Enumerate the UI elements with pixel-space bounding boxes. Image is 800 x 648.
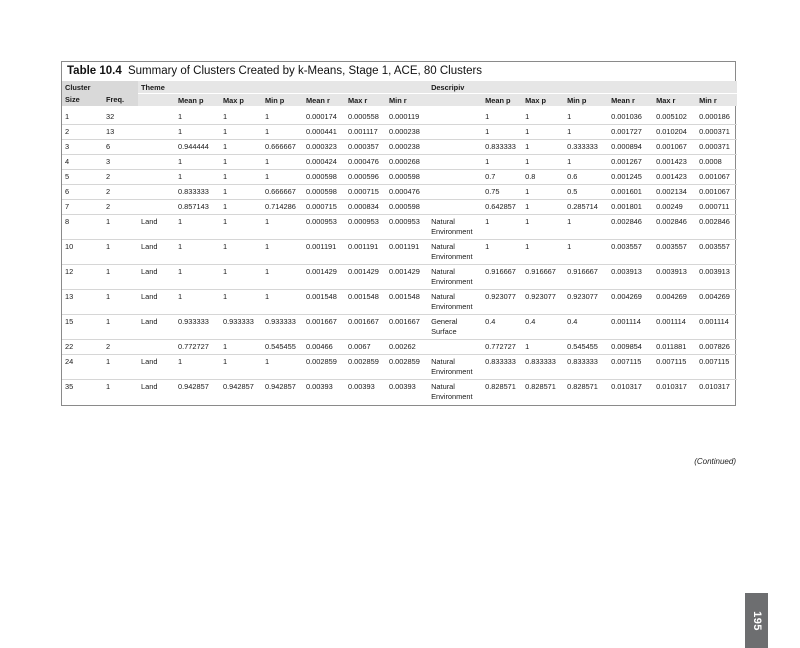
table-cell <box>428 200 482 215</box>
table-cell: 0.007115 <box>656 357 687 366</box>
table-cell: 1 <box>485 217 490 226</box>
table-cell: 1 <box>265 242 270 251</box>
table-cell: 1 <box>223 292 228 301</box>
table-cell: 0.545455 <box>567 342 598 351</box>
table-cell: 13 <box>65 292 74 301</box>
table-cell: 0.000424 <box>306 157 337 166</box>
table-cell: 1 <box>525 142 530 151</box>
table-cell: 1 <box>223 187 228 196</box>
table-cell <box>428 140 482 155</box>
table-cell: Natural Environment <box>431 267 473 286</box>
table-row <box>62 315 737 340</box>
table-cell: 0.001067 <box>699 172 730 181</box>
table-cell: 0.000371 <box>699 127 730 136</box>
table-cell: 1 <box>567 112 572 121</box>
subheader-cell: Min p <box>564 94 608 107</box>
table-row <box>62 215 737 240</box>
table-cell: 0.942857 <box>178 382 209 391</box>
table-cell: 0.000953 <box>306 217 337 226</box>
table-cell: 0.001245 <box>611 172 642 181</box>
table-cell: General Surface <box>431 317 458 336</box>
table-cell: 0.000441 <box>306 127 337 136</box>
table-cell: 0.000598 <box>306 187 337 196</box>
summary-table-container <box>61 61 736 406</box>
table-header <box>62 81 737 106</box>
table-cell: 1 <box>265 157 270 166</box>
subheader-cell: Freq. <box>103 94 138 107</box>
table-cell: 1 <box>525 187 530 196</box>
header-cluster: Cluster <box>62 81 103 94</box>
table-cell: 0.000238 <box>389 142 420 151</box>
table-cell: 0.000711 <box>699 202 730 211</box>
table-cell: 0.923077 <box>525 292 556 301</box>
table-cell: 0.933333 <box>223 317 254 326</box>
table-cell: 0.004269 <box>699 292 730 301</box>
table-cell: 0.002859 <box>306 357 337 366</box>
table-cell: 0.003557 <box>611 242 642 251</box>
table-cell: 0.933333 <box>265 317 296 326</box>
table-cell: 0.6 <box>567 172 578 181</box>
table-cell: 0.002859 <box>348 357 379 366</box>
table-cell: Natural Environment <box>431 382 473 401</box>
table-cell <box>138 170 175 185</box>
table-cell <box>138 200 175 215</box>
table-cell: 0.001117 <box>348 127 378 136</box>
table-cell: 0.944444 <box>178 142 209 151</box>
table-cell: 1 <box>223 172 228 181</box>
table-cell: 1 <box>106 292 111 301</box>
table-cell: 0.001036 <box>611 112 642 121</box>
subheader-cell: Size <box>62 94 103 107</box>
table-cell: 0.001667 <box>348 317 379 326</box>
table-cell: 1 <box>223 342 228 351</box>
table-cell: 1 <box>178 267 183 276</box>
table-row <box>62 155 737 170</box>
table-cell: 0.00393 <box>306 382 333 391</box>
table-cell: 0.000953 <box>389 217 420 226</box>
table-cell: 0.4 <box>525 317 536 326</box>
table-cell: 0.002846 <box>611 217 642 226</box>
table-row <box>62 170 737 185</box>
table-row <box>62 185 737 200</box>
table-cell: 0.001801 <box>611 202 642 211</box>
table-cell: 0.002846 <box>699 217 730 226</box>
table-cell: Land <box>141 217 158 226</box>
table-cell: 0.010317 <box>656 382 687 391</box>
table-cell: 0.0067 <box>348 342 371 351</box>
table-cell: 2 <box>106 342 111 351</box>
table-cell: 0.001191 <box>306 242 337 251</box>
table-cell: 0.004269 <box>611 292 642 301</box>
table-cell: 0.007826 <box>699 342 730 351</box>
table-cell: 1 <box>525 202 530 211</box>
table-cell: 0.333333 <box>567 142 598 151</box>
table-cell: 0.4 <box>567 317 578 326</box>
table-cell: 0.010204 <box>656 127 687 136</box>
table-cell: 1 <box>106 357 111 366</box>
table-cell: 2 <box>106 187 111 196</box>
table-cell: 0.714286 <box>265 202 296 211</box>
table-cell: 0.0008 <box>699 157 722 166</box>
subheader-cell: Min p <box>262 94 303 107</box>
table-cell: 2 <box>106 202 111 211</box>
header-descriptive: Descripiv <box>428 81 737 94</box>
table-cell: 1 <box>106 242 111 251</box>
table-cell <box>428 125 482 140</box>
table-cell: 0.75 <box>485 187 500 196</box>
table-cell: 1 <box>223 112 228 121</box>
clusters-table <box>62 81 737 405</box>
table-cell: 0.7 <box>485 172 496 181</box>
table-cell: 0.000715 <box>348 187 379 196</box>
table-cell: 0.002859 <box>389 357 420 366</box>
table-cell: 1 <box>265 267 270 276</box>
table-cell <box>138 140 175 155</box>
table-cell: 0.000186 <box>699 112 730 121</box>
table-cell: 6 <box>65 187 70 196</box>
table-cell: 1 <box>485 127 490 136</box>
subheader-cell: Min r <box>696 94 737 107</box>
table-cell: 0.833333 <box>485 142 516 151</box>
table-cell: 0.001114 <box>611 317 641 326</box>
table-cell: 0.001191 <box>348 242 379 251</box>
table-cell: 1 <box>178 357 183 366</box>
table-cell: 0.002846 <box>656 217 687 226</box>
table-cell: 0.000598 <box>306 172 337 181</box>
table-cell: 1 <box>525 242 530 251</box>
table-cell: 1 <box>178 217 183 226</box>
table-cell: Land <box>141 267 158 276</box>
table-cell: 0.001548 <box>389 292 420 301</box>
table-row <box>62 290 737 315</box>
continued-note: (Continued) <box>694 457 736 466</box>
table-cell: 1 <box>178 127 183 136</box>
page-number: 195 <box>750 610 763 631</box>
table-cell: 1 <box>525 112 530 121</box>
table-cell: 1 <box>106 267 111 276</box>
table-cell: 0.923077 <box>485 292 516 301</box>
subheader-cell: Mean p <box>175 94 220 107</box>
table-cell: 2 <box>65 127 70 136</box>
table-cell: 0.000596 <box>348 172 379 181</box>
table-cell: 0.003913 <box>656 267 687 276</box>
table-cell: 0.001191 <box>389 242 420 251</box>
table-title <box>62 62 735 81</box>
table-cell: 15 <box>65 317 74 326</box>
table-cell <box>428 185 482 200</box>
table-cell: 1 <box>265 292 270 301</box>
table-cell: 1 <box>223 127 228 136</box>
table-cell: 0.000558 <box>348 112 379 121</box>
table-cell: 2 <box>106 172 111 181</box>
table-cell: 1 <box>265 112 270 121</box>
table-row <box>62 380 737 406</box>
table-cell: Land <box>141 357 158 366</box>
table-cell: 0.772727 <box>178 342 209 351</box>
table-cell: 0.666667 <box>265 187 296 196</box>
table-cell: 1 <box>178 157 183 166</box>
table-cell: 0.5 <box>567 187 578 196</box>
table-cell: 1 <box>223 267 228 276</box>
table-cell: 6 <box>106 142 111 151</box>
table-cell: 1 <box>223 142 228 151</box>
table-cell: 0.000323 <box>306 142 337 151</box>
table-cell: 0.010317 <box>699 382 730 391</box>
table-cell: 0.000476 <box>389 187 420 196</box>
table-cell: 0.666667 <box>265 142 296 151</box>
table-cell: Land <box>141 382 158 391</box>
table-cell: 1 <box>178 242 183 251</box>
table-cell: 0.00249 <box>656 202 683 211</box>
table-cell: 0.828571 <box>525 382 556 391</box>
table-cell: 1 <box>106 382 111 391</box>
table-cell: 0.003913 <box>699 267 730 276</box>
table-cell: 0.916667 <box>485 267 516 276</box>
page-number-tab <box>745 593 768 648</box>
table-cell: 22 <box>65 342 74 351</box>
table-row <box>62 140 737 155</box>
table-cell: 1 <box>178 172 183 181</box>
table-cell: Land <box>141 292 158 301</box>
table-cell: Natural Environment <box>431 292 473 311</box>
table-cell <box>138 185 175 200</box>
table-cell: 35 <box>65 382 74 391</box>
table-cell: 0.916667 <box>525 267 556 276</box>
table-cell: 1 <box>265 217 270 226</box>
table-cell: 0.004269 <box>656 292 687 301</box>
table-cell: Natural Environment <box>431 357 473 376</box>
table-cell: 5 <box>65 172 70 181</box>
table-cell: 1 <box>178 112 183 121</box>
table-cell: 0.4 <box>485 317 496 326</box>
table-cell: 1 <box>525 217 530 226</box>
table-cell: 1 <box>485 157 490 166</box>
header-theme: Theme <box>138 81 428 94</box>
table-cell: 12 <box>65 267 74 276</box>
table-cell: 0.001429 <box>306 267 337 276</box>
subheader-cell: Mean r <box>608 94 653 107</box>
table-cell: 0.001667 <box>389 317 420 326</box>
table-cell: 1 <box>265 357 270 366</box>
table-cell: 0.000598 <box>389 202 420 211</box>
table-row <box>62 106 737 125</box>
table-cell <box>138 155 175 170</box>
table-cell: 0.828571 <box>485 382 516 391</box>
table-cell: 0.857143 <box>178 202 209 211</box>
table-row <box>62 340 737 355</box>
table-cell: 0.001423 <box>656 172 687 181</box>
table-cell: 0.942857 <box>223 382 254 391</box>
table-cell: 0.000371 <box>699 142 730 151</box>
table-row <box>62 355 737 380</box>
table-cell: 0.001114 <box>699 317 729 326</box>
table-cell <box>428 155 482 170</box>
table-body <box>62 106 737 405</box>
table-cell <box>138 340 175 355</box>
table-cell: Land <box>141 242 158 251</box>
table-cell: 0.001548 <box>348 292 379 301</box>
table-cell: 0.545455 <box>265 342 296 351</box>
subheader-cell: Min r <box>386 94 428 107</box>
table-cell: 1 <box>485 242 490 251</box>
table-cell: 1 <box>567 127 572 136</box>
table-cell: 0.003913 <box>611 267 642 276</box>
table-cell: 0.005102 <box>656 112 687 121</box>
table-cell: 0.002134 <box>656 187 687 196</box>
table-cell: 0.003557 <box>699 242 730 251</box>
table-cell: 1 <box>567 217 572 226</box>
table-cell: 1 <box>485 112 490 121</box>
table-cell: 0.923077 <box>567 292 598 301</box>
table-caption: Summary of Clusters Created by k-Means, Stage 1, ACE, 80 Clusters <box>127 65 483 77</box>
table-cell: 0.00262 <box>389 342 416 351</box>
table-cell: 0.000598 <box>389 172 420 181</box>
table-cell: 0.000238 <box>389 127 420 136</box>
table-cell: 0.007115 <box>699 357 730 366</box>
table-cell: Natural Environment <box>431 242 473 261</box>
table-cell: 1 <box>525 127 530 136</box>
table-cell: 7 <box>65 202 70 211</box>
table-cell: 0.285714 <box>567 202 598 211</box>
table-cell: 3 <box>106 157 111 166</box>
table-cell: 8 <box>65 217 70 226</box>
table-cell: 0.009854 <box>611 342 642 351</box>
table-cell: 0.942857 <box>265 382 296 391</box>
table-cell: 0.833333 <box>485 357 516 366</box>
subheader-cell <box>138 94 175 107</box>
subheader-cell: Max r <box>345 94 386 107</box>
table-cell: 1 <box>178 292 183 301</box>
table-cell: 0.001423 <box>656 157 687 166</box>
table-cell: 0.00393 <box>389 382 416 391</box>
table-cell: 1 <box>65 112 70 121</box>
table-cell: 1 <box>525 157 530 166</box>
subheader-cell: Mean p <box>482 94 522 107</box>
subheader-cell: Max p <box>522 94 564 107</box>
table-cell: 1 <box>223 242 228 251</box>
table-cell: 0.000268 <box>389 157 420 166</box>
table-cell: 0.001114 <box>656 317 686 326</box>
table-cell <box>428 340 482 355</box>
table-cell: 0.001727 <box>611 127 642 136</box>
table-cell: 0.642857 <box>485 202 516 211</box>
table-cell: 0.8 <box>525 172 536 181</box>
table-cell: 1 <box>265 172 270 181</box>
table-cell <box>138 106 175 125</box>
table-cell: 1 <box>223 217 228 226</box>
table-cell: 0.001429 <box>348 267 379 276</box>
table-cell: 0.007115 <box>611 357 642 366</box>
table-cell: 0.011881 <box>656 342 687 351</box>
table-cell: 1 <box>106 217 111 226</box>
table-cell: 0.00466 <box>306 342 333 351</box>
table-cell: 1 <box>106 317 111 326</box>
table-cell: 3 <box>65 142 70 151</box>
subheader-cell: Max r <box>653 94 696 107</box>
table-cell: 0.833333 <box>525 357 556 366</box>
table-cell: 0.828571 <box>567 382 598 391</box>
table-cell: 1 <box>223 357 228 366</box>
table-cell: 32 <box>106 112 115 121</box>
table-cell <box>428 170 482 185</box>
table-cell: 0.000119 <box>389 112 420 121</box>
table-cell: 4 <box>65 157 70 166</box>
table-cell: 0.001429 <box>389 267 420 276</box>
table-cell: 1 <box>223 202 228 211</box>
subheader-cell: Max p <box>220 94 262 107</box>
table-cell <box>428 106 482 125</box>
table-cell: 0.001601 <box>611 187 642 196</box>
table-cell: 0.933333 <box>178 317 209 326</box>
table-cell: 0.000715 <box>306 202 337 211</box>
table-cell <box>138 125 175 140</box>
table-cell: 0.833333 <box>567 357 598 366</box>
table-cell: 0.833333 <box>178 187 209 196</box>
table-cell: 0.000357 <box>348 142 379 151</box>
table-cell: 0.916667 <box>567 267 598 276</box>
subheader-cell: Mean r <box>303 94 345 107</box>
table-cell: 0.010317 <box>611 382 642 391</box>
table-cell: 1 <box>567 157 572 166</box>
table-cell: 1 <box>567 242 572 251</box>
table-cell: 0.001667 <box>306 317 337 326</box>
table-cell: 1 <box>265 127 270 136</box>
table-number: Table 10.4 <box>67 65 122 77</box>
table-cell: 0.00393 <box>348 382 375 391</box>
table-cell: 0.003557 <box>656 242 687 251</box>
table-cell: Land <box>141 317 158 326</box>
table-cell: 0.000174 <box>306 112 337 121</box>
table-cell: 0.000894 <box>611 142 642 151</box>
table-cell: 0.000834 <box>348 202 379 211</box>
table-cell: 0.000476 <box>348 157 379 166</box>
table-cell: Natural Environment <box>431 217 473 236</box>
table-cell: 0.001267 <box>611 157 642 166</box>
table-cell: 1 <box>525 342 530 351</box>
table-cell: 0.001067 <box>699 187 730 196</box>
table-cell: 0.001067 <box>656 142 687 151</box>
table-cell: 0.772727 <box>485 342 516 351</box>
table-cell: 24 <box>65 357 74 366</box>
subheader-cell <box>428 94 482 107</box>
table-cell: 0.001548 <box>306 292 337 301</box>
table-row <box>62 125 737 140</box>
table-cell: 10 <box>65 242 74 251</box>
table-cell: 0.000953 <box>348 217 379 226</box>
table-row <box>62 265 737 290</box>
table-row <box>62 240 737 265</box>
table-cell: 13 <box>106 127 115 136</box>
table-cell: 1 <box>223 157 228 166</box>
table-row <box>62 200 737 215</box>
